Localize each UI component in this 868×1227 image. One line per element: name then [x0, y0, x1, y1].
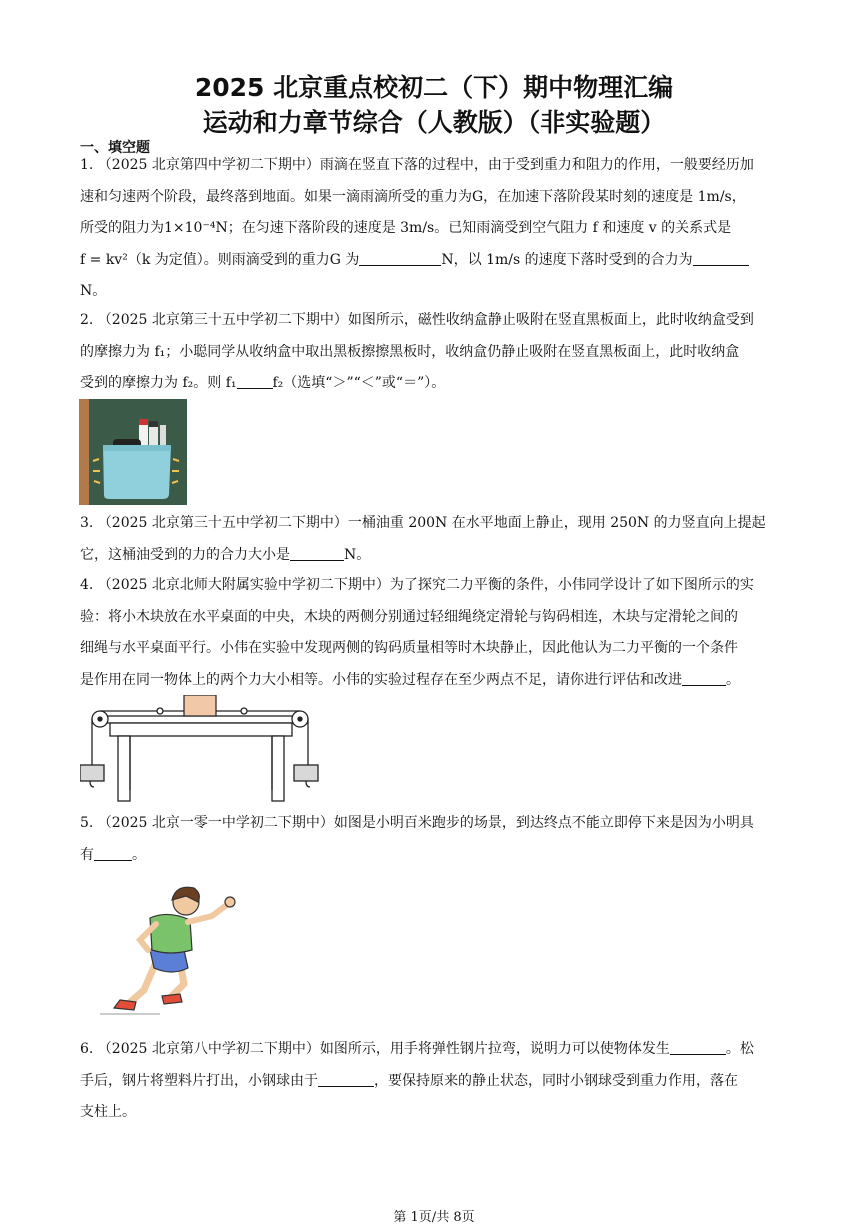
answer-blank[interactable] [237, 374, 273, 389]
page-title-line2: 运动和力章节综合（人教版）（非实验题） [202, 108, 666, 137]
question-5 [80, 808, 790, 871]
q4-line3: 细绳与水平桌面平行。小伟在实验中发现两侧的钩码质量相等时木块静止，因此他认为二力平衡的一个条件 [80, 640, 738, 656]
pulley-table-figure [80, 695, 325, 807]
answer-blank[interactable] [359, 251, 441, 266]
q2-line2: 的摩擦力为 f₁；小聪同学从收纳盒中取出黑板擦擦黑板时，收纳盒仍静止吸附在竖直黑板面上，此时收纳盒 [80, 343, 740, 360]
q2-line3b: f₂（选填“＞”“＜”或“＝”）。 [272, 375, 446, 391]
answer-blank[interactable] [318, 1072, 374, 1087]
q4-line2: 验：将小木块放在水平桌面的中央，木块的两侧分别通过轻细绳绕定滑轮与钩码相连，木块与定滑轮之间的 [80, 608, 738, 625]
q5-line2a: 有 [80, 846, 94, 863]
q1-line5: N。 [80, 283, 107, 299]
running-boy-figure [100, 880, 240, 1020]
q2-line3a: 受到的摩擦力为 f₂。则 f₁ [80, 375, 237, 391]
q1-line1: 1. （2025 北京第四中学初二下期中）雨滴在竖直下落的过程中，由于受到重力和阻力的作用，一般要经历加 [80, 157, 754, 173]
q4-line4b: 。 [726, 671, 740, 688]
q3-line1: 3. （2025 北京第三十五中学初二下期中）一桶油重 200N 在水平地面上静止，现用 250N 的力竖直向上提起 [80, 515, 766, 531]
section-title: 一、填空题 [80, 140, 150, 156]
q1-line2: 速和匀速两个阶段，最终落到地面。如果一滴雨滴所受的重力为G，在加速下落阶段某时刻的速度是 1m/s， [80, 188, 746, 205]
q3-line2b: N。 [344, 546, 371, 563]
q6-line3: 支柱上。 [80, 1104, 136, 1120]
magnetic-box-figure [79, 399, 187, 505]
question-6 [80, 1034, 790, 1129]
q4-line1: 4. （2025 北京北师大附属实验中学初二下期中）为了探究二力平衡的条件，小伟同学设计了如下图所示的实 [80, 577, 754, 593]
page-footer: 第 1页/共 8页 [393, 1210, 475, 1225]
q6-line2b: ，要保持原来的静止状态，同时小钢球受到重力作用，落在 [374, 1072, 738, 1089]
answer-blank[interactable] [290, 546, 344, 561]
q3-line2a: 它，这桶油受到的力的合力大小是 [80, 546, 290, 563]
question-2 [80, 305, 790, 400]
answer-blank[interactable] [670, 1040, 726, 1055]
answer-blank[interactable] [682, 671, 726, 686]
q2-line1: 2. （2025 北京第三十五中学初二下期中）如图所示，磁性收纳盒静止吸附在竖直黑板面上，此时收纳盒受到 [80, 312, 754, 328]
question-3 [80, 508, 790, 571]
q5-line1: 5. （2025 北京一零一中学初二下期中）如图是小明百米跑步的场景，到达终点不能立即停下来是因为小明具 [80, 815, 754, 831]
q5-line2b: 。 [132, 846, 146, 863]
question-4 [80, 570, 790, 696]
q1-line4b: N，以 1m/s 的速度下落时受到的合力为 [441, 251, 693, 268]
q6-line1a: 6. （2025 北京第八中学初二下期中）如图所示，用手将弹性钢片拉弯，说明力可以使物体发生 [80, 1041, 670, 1057]
q1-line3: 所受的阻力为1×10⁻⁴N；在匀速下落阶段的速度是 3m/s。已知雨滴受到空气阻力 f 和速度 v 的关系式是 [80, 220, 732, 236]
q4-line4a: 是作用在同一物体上的两个力大小相等。小伟的实验过程存在至少两点不足，请你进行评估和改进 [80, 671, 682, 688]
answer-blank[interactable] [94, 846, 132, 861]
q6-line2a: 手后，钢片将塑料片打出，小钢球由于 [80, 1072, 318, 1089]
q6-line1b: 。松 [725, 1041, 754, 1057]
page-title-line1: 2025 北京重点校初二（下）期中物理汇编 [194, 73, 674, 102]
question-1 [80, 150, 790, 308]
q1-line4a: f = kv²（k 为定值）。则雨滴受到的重力G 为 [80, 251, 360, 268]
answer-blank[interactable] [693, 251, 749, 266]
